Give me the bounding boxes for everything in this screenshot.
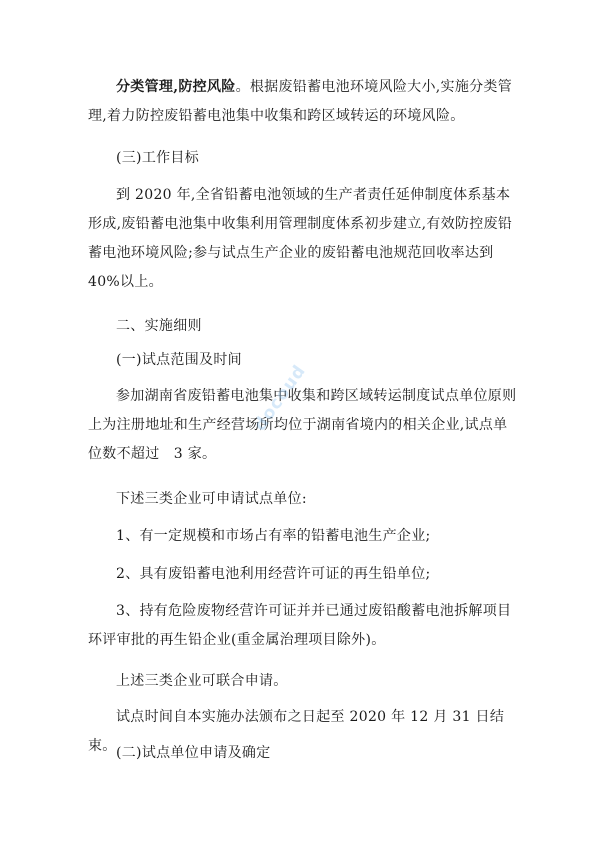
paragraph-classified-management <box>88 73 518 131</box>
list-item-2: 2、具有废铅蓄电池利用经营许可证的再生铅单位; <box>116 566 431 582</box>
paragraph-text: 。根据废铅蓄电池环境风险大小,实施分类管理,着力防控废铅蓄电池集中收集和跨区域转运的环境风险。 <box>88 79 513 124</box>
paragraph-scope: 参加湖南省废铅蓄电池集中收集和跨区域转运制度试点单位原则上为注册地址和生产经营场所均位于湖南省境内的相关企业,试点单位数不超过 3 家。 <box>88 388 517 462</box>
list-item-1: 1、有一定规模和市场占有率的铅蓄电池生产企业; <box>116 528 431 544</box>
paragraph-eligible-types: 下述三类企业可申请试点单位: <box>116 491 307 507</box>
list-item-3: 3、持有危险废物经营许可证并并已通过废铅酸蓄电池拆解项目环评审批的再生铅企业(重金属治理项目除外)。 <box>88 603 512 648</box>
paragraph-work-goals: 到 2020 年,全省铅蓄电池领域的生产者责任延伸制度体系基本形成,废铅蓄电池集中收集利用管理制度体系初步建立,有效防控废铅蓄电池环境风险;参与试点生产企业的废铅蓄电池规范回收率达到 40%以上。 <box>88 187 513 290</box>
heading-application-and-confirmation: (二)试点单位申请及确定 <box>116 745 271 761</box>
bold-lead-text: 分类管理,防控风险 <box>116 79 236 95</box>
watermark-logo: docoud <box>250 361 311 435</box>
heading-work-goals: (三)工作目标 <box>116 150 200 166</box>
paragraph-pilot-period: 试点时间自本实施办法颁布之日起至 2020 年 12 月 31 日结束。 <box>88 709 505 754</box>
paragraph-joint-application: 上述三类企业可联合申请。 <box>116 673 288 689</box>
heading-scope-and-time: (一)试点范围及时间 <box>116 352 242 368</box>
heading-implementation-rules: 二、实施细则 <box>116 318 202 334</box>
